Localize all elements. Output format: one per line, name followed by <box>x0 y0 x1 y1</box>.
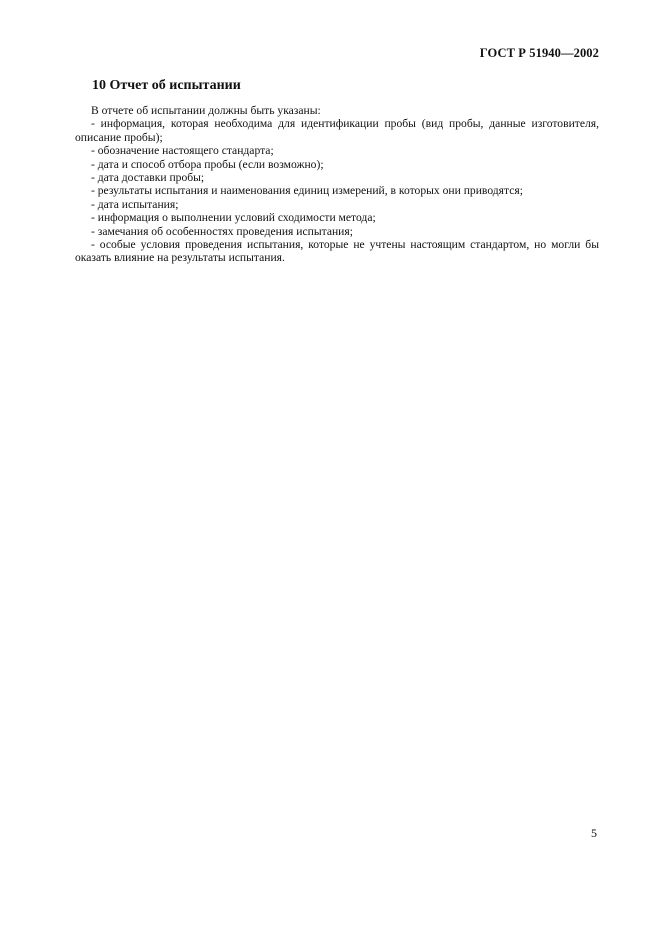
list-item: - замечания об особенностях проведения испытания; <box>91 224 353 238</box>
list-item: - дата доставки пробы; <box>91 171 205 185</box>
section-intro: В отчете об испытании должны быть указаны: <box>91 104 321 117</box>
section-body <box>75 104 599 265</box>
list-item: - информация, которая необходима для идентификации пробы (вид пробы, данные изготовителя, описание пробы); <box>75 117 599 144</box>
list-item: - дата и способ отбора пробы (если возможно); <box>91 157 324 171</box>
list-item: - дата испытания; <box>91 197 179 211</box>
section-title: 10 Отчет об испытании <box>92 78 241 93</box>
list-item: - особые условия проведения испытания, которые не учтены настоящим стандартом, но могли бы оказать влияние на результаты испытания. <box>75 238 599 265</box>
list-item: - информация о выполнении условий сходимости метода; <box>91 211 376 225</box>
page-number: 5 <box>591 826 597 840</box>
list-item: - результаты испытания и наименования единиц измерений, в которых они приводятся; <box>91 184 523 198</box>
standard-code-header: ГОСТ Р 51940—2002 <box>479 46 599 60</box>
list-item: - обозначение настоящего стандарта; <box>91 144 274 158</box>
